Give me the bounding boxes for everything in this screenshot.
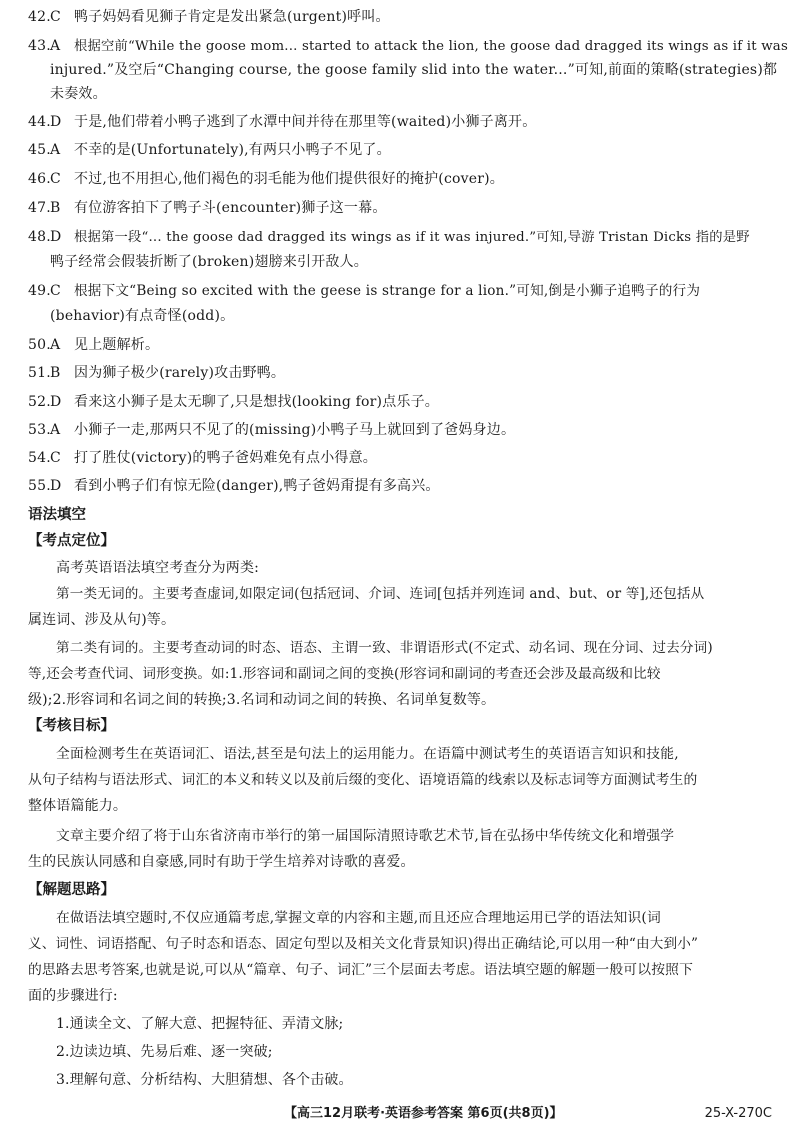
footer-title: 【高三12月联考·英语参考答案 第6页(共8页)】 bbox=[284, 1106, 563, 1121]
answer-item: 49.C 根据下文“Being so excited with the geese is strange for a lion.”可知,倒是小狮子追鸭子的行为 bbox=[28, 283, 701, 299]
footer-code: 25-X-270C bbox=[704, 1106, 772, 1121]
kaohe-line: 从句子结构与语法形式、词汇的本义和转义以及前后缀的变化、语境语篇的线索以及标志词等方面测试考生的 bbox=[28, 772, 698, 788]
jieti-line: 面的步骤进行: bbox=[28, 988, 118, 1004]
answer-item: 54.C 打了胜仗(victory)的鸭子爸妈难免有点小得意。 bbox=[28, 450, 378, 466]
kaodian-line: 第一类无词的。主要考查虚词,如限定词(包括冠词、介词、连词[包括并列连词 and、but、or 等],还包括从 bbox=[56, 586, 705, 602]
kaodian-line: 高考英语语法填空考查分为两类: bbox=[56, 560, 259, 576]
answer-item: 51.B 因为狮子极少(rarely)攻击野鸭。 bbox=[28, 365, 286, 381]
answer-item: 43.A 根据空前“While the goose mom... started to attack the lion, the goose dad dragged its wings as if it was bbox=[28, 38, 788, 54]
answer-item: 42.C 鸭子妈妈看见狮子肯定是发出紧急(urgent)呼叫。 bbox=[28, 9, 390, 25]
section-title: 语法填空 bbox=[28, 507, 86, 523]
kaohe-line: 全面检测考生在英语词汇、语法,甚至是句法上的运用能力。在语篇中测试考生的英语语言知识和技能, bbox=[56, 746, 679, 762]
jieti-heading: 【解题思路】 bbox=[28, 882, 115, 898]
kaohe-heading: 【考核目标】 bbox=[28, 718, 115, 734]
answer-continuation: (behavior)有点奇怪(odd)。 bbox=[50, 308, 235, 324]
kaodian-line: 级);2.形容词和名词之间的转换;3.名词和动词之间的转换、名词单复数等。 bbox=[28, 692, 496, 708]
jieti-step: 3.理解句意、分析结构、大胆猜想、各个击破。 bbox=[56, 1072, 353, 1088]
answer-item: 48.D 根据第一段“... the goose dad dragged its wings as if it was injured.”可知,导游 Tristan Dicks 指的是野 bbox=[28, 229, 750, 245]
answer-item: 46.C 不过,也不用担心,他们褐色的羽毛能为他们提供很好的掩护(cover)。 bbox=[28, 171, 504, 187]
answer-item: 53.A 小狮子一走,那两只不见了的(missing)小鸭子马上就回到了爸妈身边。 bbox=[28, 422, 516, 438]
answer-continuation: 未奏效。 bbox=[50, 86, 107, 102]
answer-item: 45.A 不幸的是(Unfortunately),有两只小鸭子不见了。 bbox=[28, 142, 391, 158]
jieti-step: 1.通读全文、了解大意、把握特征、弄清文脉; bbox=[56, 1016, 344, 1032]
kaohe-line: 整体语篇能力。 bbox=[28, 798, 128, 814]
kaohe-line: 生的民族认同感和自豪感,同时有助于学生培养对诗歌的喜爱。 bbox=[28, 854, 415, 870]
kaodian-line: 第二类有词的。主要考查动词的时态、语态、主谓一致、非谓语形式(不定式、动名词、现在分词、过去分词) bbox=[56, 640, 713, 656]
answer-item: 50.A 见上题解析。 bbox=[28, 337, 160, 353]
answer-item: 44.D 于是,他们带着小鸭子逃到了水潭中间并待在那里等(waited)小狮子离开。 bbox=[28, 114, 537, 130]
answer-continuation: injured.”及空后“Changing course, the goose family slid into the water...”可知,前面的策略(strategies)都 bbox=[50, 62, 778, 78]
jieti-step: 2.边读边填、先易后难、逐一突破; bbox=[56, 1044, 273, 1060]
kaohe-line: 文章主要介绍了将于山东省济南市举行的第一届国际清照诗歌艺术节,旨在弘扬中华传统文化和增强学 bbox=[56, 828, 675, 844]
kaodian-line: 等,还会考查代词、词形变换。如:1.形容词和副词之间的变换(形容词和副词的考查还会涉及最高级和比较 bbox=[28, 666, 661, 682]
answer-item: 55.D 看到小鸭子们有惊无险(danger),鸭子爸妈甭提有多高兴。 bbox=[28, 478, 440, 494]
answer-item: 52.D 看来这小狮子是太无聊了,只是想找(looking for)点乐子。 bbox=[28, 394, 440, 410]
jieti-line: 的思路去思考答案,也就是说,可以从“篇章、句子、词汇”三个层面去考虑。语法填空题的解题一般可以按照下 bbox=[28, 962, 694, 978]
kaodian-line: 属连词、涉及从句)等。 bbox=[28, 612, 176, 628]
jieti-line: 义、词性、词语搭配、句子时态和语态、固定句型以及相关文化背景知识)得出正确结论,可以用一种“由大到小” bbox=[28, 936, 699, 952]
answer-item: 47.B 有位游客拍下了鸭子斗(encounter)狮子这一幕。 bbox=[28, 200, 387, 216]
answer-continuation: 鸭子经常会假装折断了(broken)翅膀来引开敌人。 bbox=[50, 254, 368, 270]
jieti-line: 在做语法填空题时,不仅应通篇考虑,掌握文章的内容和主题,而且还应合理地运用已学的语法知识(词 bbox=[56, 910, 661, 926]
kaodian-heading: 【考点定位】 bbox=[28, 533, 115, 549]
